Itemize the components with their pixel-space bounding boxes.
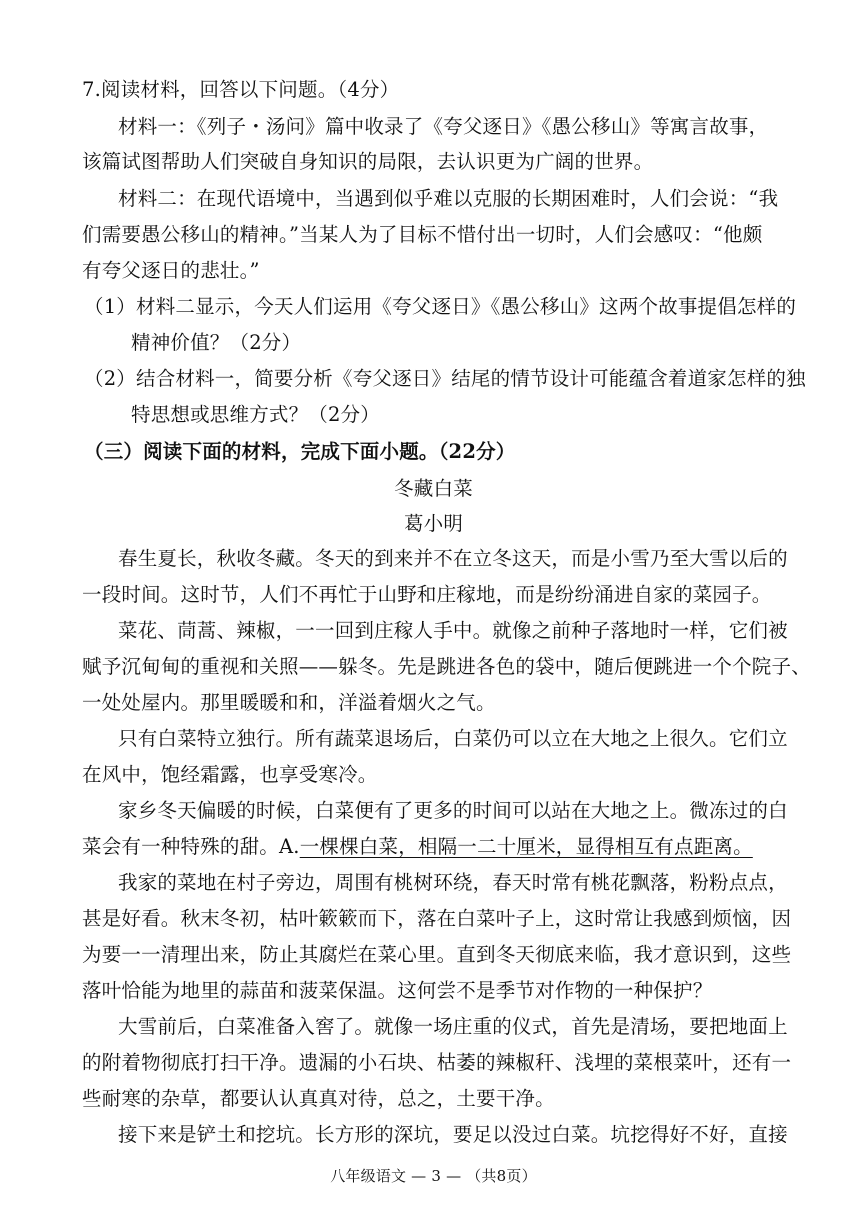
sub-question-1: （1）材料二显示，今天人们运用《夸父逐日》《愚公移山》这两个故事提倡怎样的: [84, 295, 797, 318]
paragraph-line: [82, 835, 753, 859]
paragraph-line: 赋予沉甸甸的重视和关照——躲冬。先是跳进各色的袋中，随后便跳进一个个院子、: [82, 655, 811, 678]
article-title: 冬藏白菜: [394, 477, 473, 500]
plain-text: 菜会有一种特殊的甜。: [82, 835, 280, 858]
paragraph-line: 我家的菜地在村子旁边，周围有桃树环绕，春天时常有桃花飘落，粉粉点点，: [118, 871, 788, 894]
paragraph-line: 只有白菜特立独行。所有蔬菜退场后，白菜仍可以立在大地之上很久。它们立: [118, 727, 788, 750]
paragraph-line: 接下来是铲土和挖坑。长方形的深坑，要足以没过白菜。坑挖得好不好，直接: [118, 1123, 788, 1146]
material-1-line: 该篇试图帮助人们突破自身知识的局限，去认识更为广阔的世界。: [82, 150, 654, 173]
sub-question-2: 特思想或思维方式？（2分）: [131, 403, 381, 426]
paragraph-line: 家乡冬天偏暖的时候，白菜便有了更多的时间可以站在大地之上。微冻过的白: [118, 799, 788, 822]
question-7-heading: 7.阅读材料，回答以下问题。（4分）: [82, 78, 400, 101]
material-2-line: 材料二：在现代语境中，当遇到似乎难以克服的长期困难时，人们会说：“我: [118, 187, 779, 210]
section-3-heading: （三）阅读下面的材料，完成下面小题。（22分）: [84, 440, 516, 463]
paragraph-line: 落叶恰能为地里的蒜苗和菠菜保温。这何尝不是季节对作物的一种保护？: [82, 979, 713, 1002]
paragraph-line: 春生夏长，秋收冬藏。冬天的到来并不在立冬这天，而是小雪乃至大雪以后的: [118, 547, 788, 570]
paragraph-line: 在风中，饱经霜露，也享受寒冷。: [82, 763, 378, 786]
material-2-line: 有夸父逐日的悲壮。”: [82, 259, 260, 282]
paragraph-line: 大雪前后，白菜准备入窖了。就像一场庄重的仪式，首先是清场，要把地面上: [118, 1015, 788, 1038]
paragraph-line: 菜花、茼蒿、辣椒，一一回到庄稼人手中。就像之前种子落地时一样，它们被: [118, 619, 788, 642]
paragraph-line: 一处处屋内。那里暖暖和和，洋溢着烟火之气。: [82, 691, 496, 714]
sub-question-1: 精神价值？（2分）: [131, 331, 302, 354]
paragraph-line: 些耐寒的杂草，都要认认真真对待，总之，土要干净。: [82, 1087, 555, 1110]
paragraph-line: 的附着物彻底打扫干净。遗漏的小石块、枯萎的辣椒秆、浅埋的菜根菜叶，还有一: [82, 1051, 792, 1074]
paragraph-line: 甚是好看。秋末冬初，枯叶簌簌而下，落在白菜叶子上，这时常让我感到烦恼，因: [82, 907, 792, 930]
sentence-marker-a: A.: [279, 835, 300, 858]
paragraph-line: 一段时间。这时节，人们不再忙于山野和庄稼地，而是纷纷涌进自家的菜园子。: [82, 583, 772, 606]
article-author: 葛小明: [403, 512, 464, 535]
underlined-sentence: 一棵棵白菜，相隔一二十厘米，显得相互有点距离。: [299, 835, 753, 858]
material-1-line: 材料一：《列子・汤问》篇中收录了《夸父逐日》《愚公移山》等寓言故事，: [118, 115, 769, 138]
sub-question-2: （2）结合材料一，简要分析《夸父逐日》结尾的情节设计可能蕴含着道家怎样的独: [84, 367, 806, 390]
paragraph-line: 为要一一清理出来，防止其腐烂在菜心里。直到冬天彻底来临，我才意识到，这些: [82, 943, 792, 966]
material-2-line: 们需要愚公移山的精神。”当某人为了目标不惜付出一切时，人们会感叹：“他颇: [82, 223, 763, 246]
page-footer: 八年级语文 — 3 — （共8页）: [330, 1167, 537, 1185]
